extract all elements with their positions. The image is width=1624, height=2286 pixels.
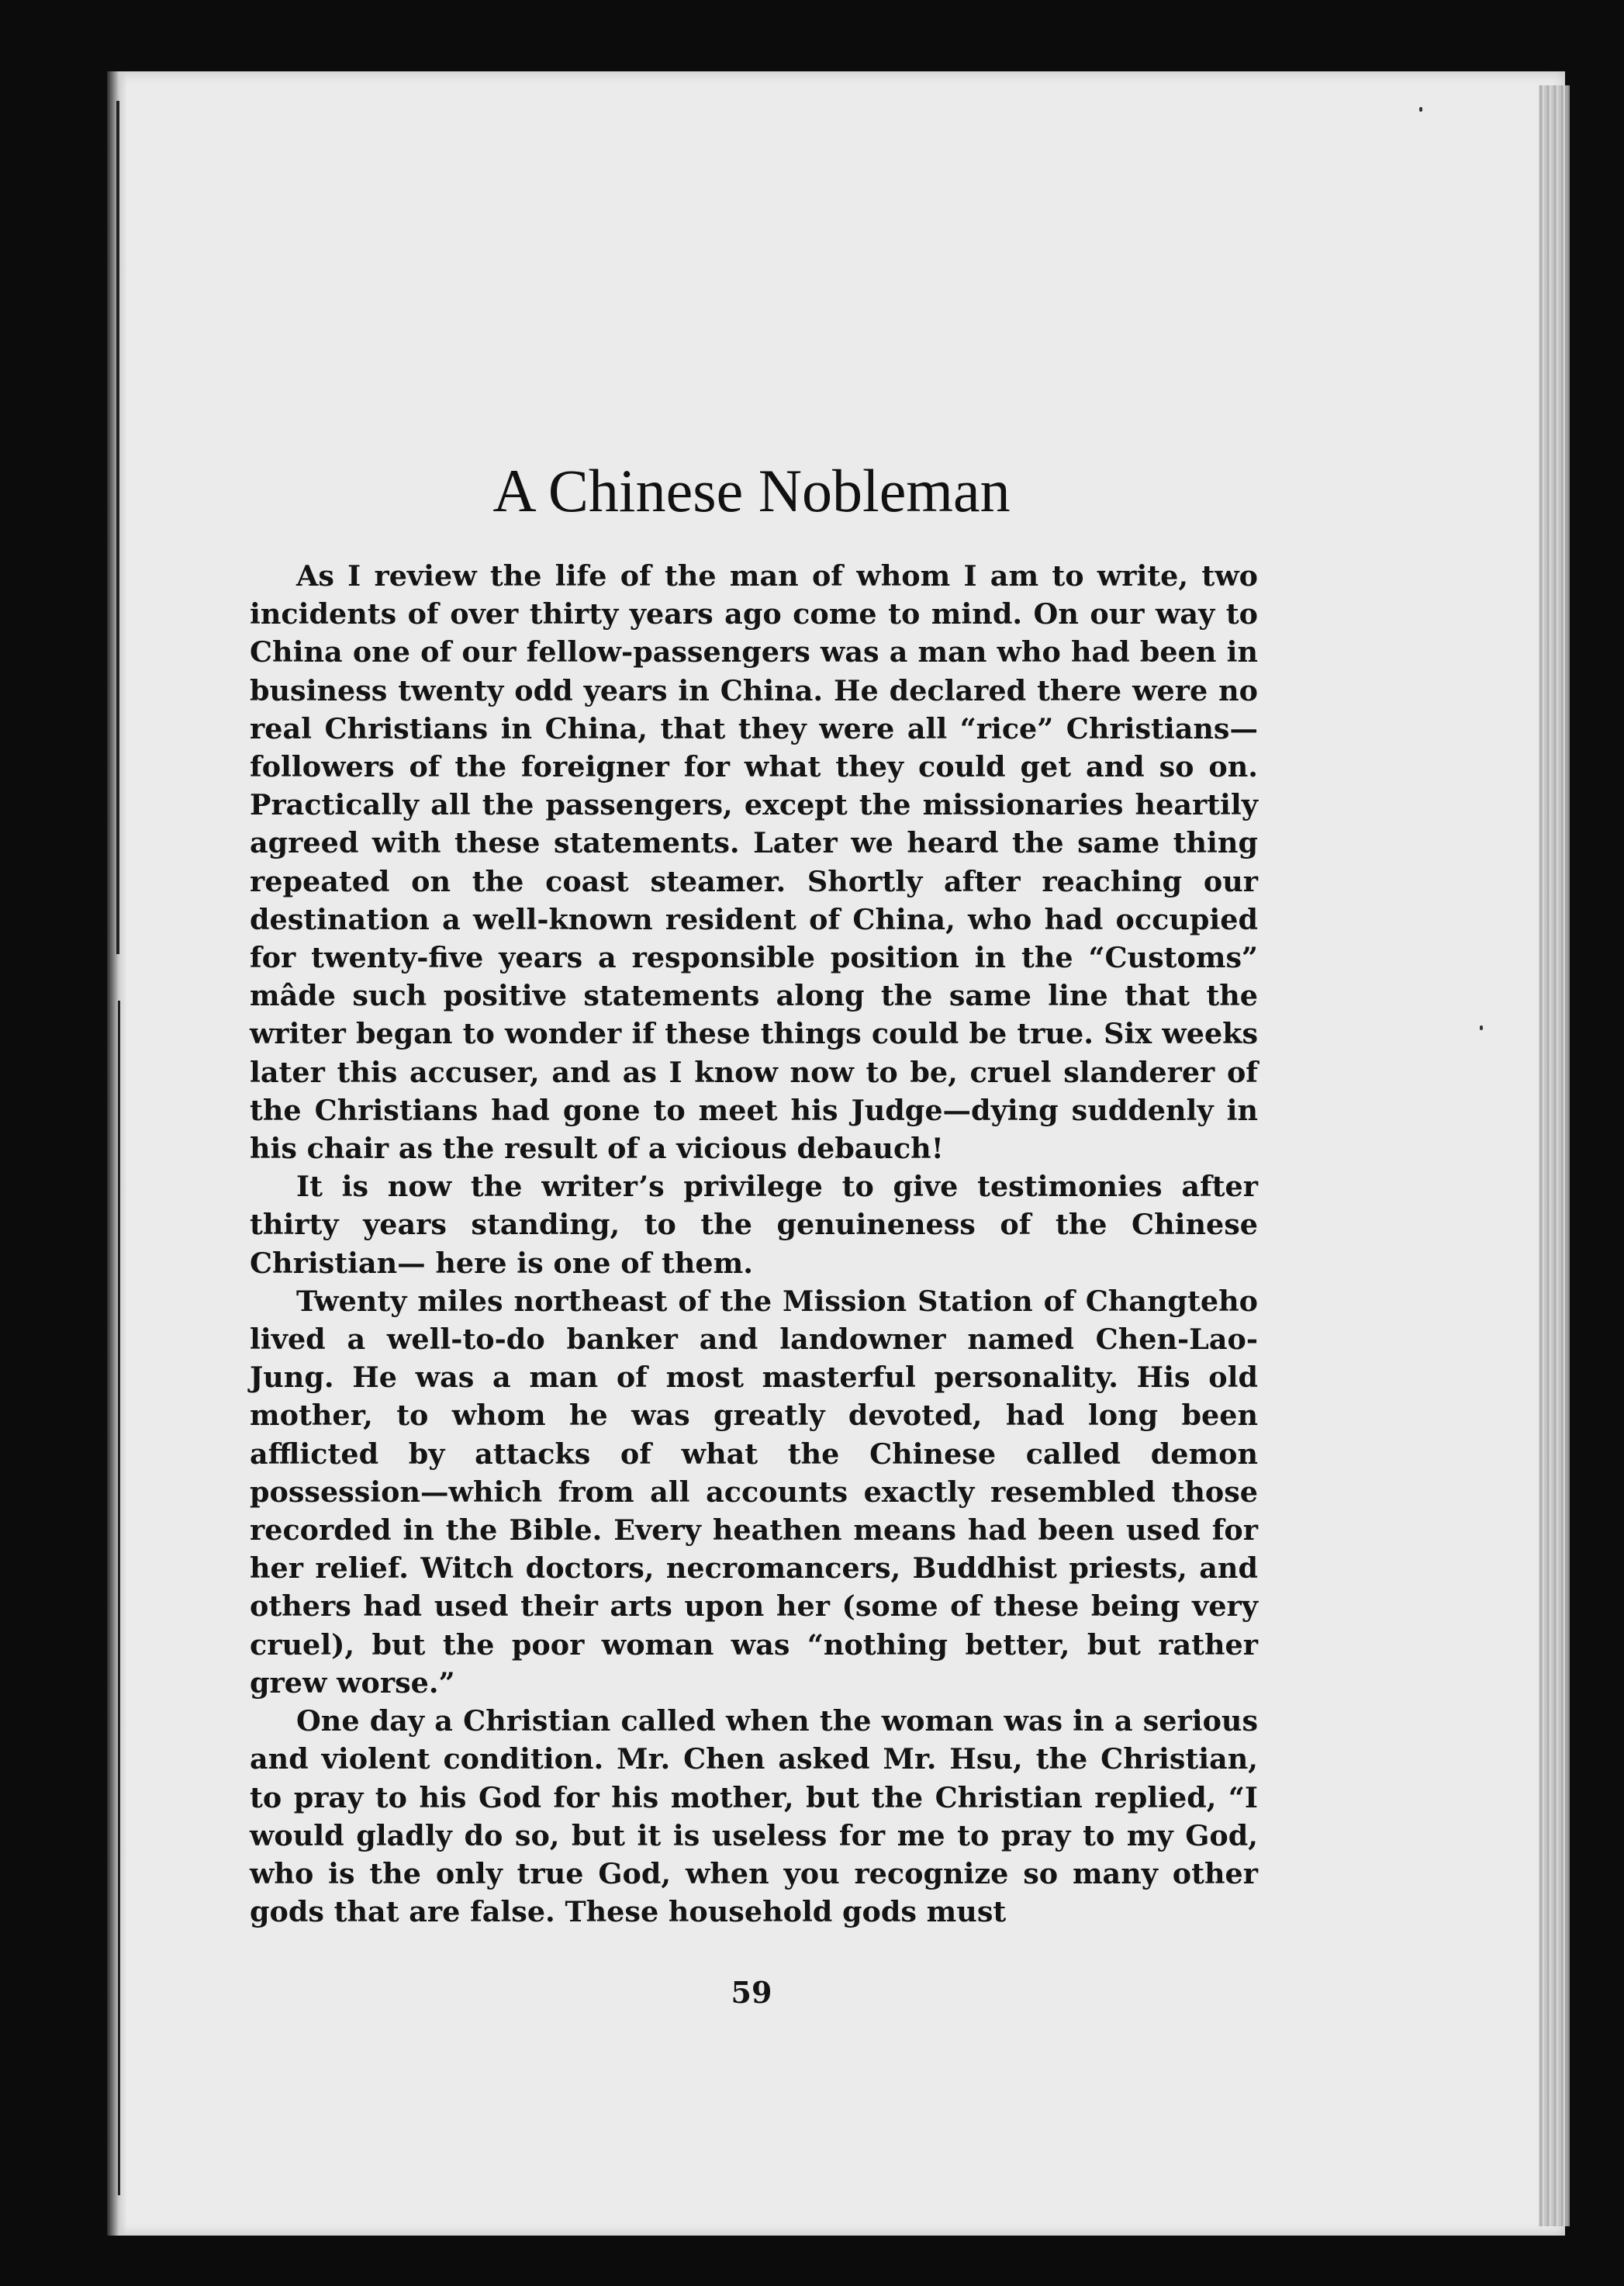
scan-speck <box>1480 1025 1483 1030</box>
paragraph: One day a Christian called when the woman was in a serious and violent condition. Mr. Chen asked Mr. Hsu, the Christian, to pray to his God for his mother, but the Christian replied, “I would gladly do so, but it is useless for me to pray to my God, who is the only true God, when you recognize so many other gods that are false. These household gods must <box>250 1704 1258 1929</box>
scan-speck <box>1419 107 1422 112</box>
paragraph: It is now the writer’s privilege to give testimonies after thirty years standing, to the genuineness of the Chinese Christian— here is one of them. <box>250 1170 1258 1280</box>
body-text <box>250 557 1258 1931</box>
page-edge <box>1539 85 1570 2226</box>
page-number: 59 <box>731 1975 772 2010</box>
paragraph: Twenty miles northeast of the Mission Station of Changteho lived a well-to-do banker and landowner named Chen-Lao-Jung. He was a man of most masterful personality. His old mother, to whom he was greatly devoted, had long been afflicted by attacks of what the Chinese called demon possession—which from all accounts exactly resembled those recorded in the Bible. Every heathen means had been used for her relief. Witch doctors, necromancers, Buddhist priests, and others had used their arts upon her (some of these being very cruel), but the poor woman was “nothing better, but rather grew worse.” <box>250 1284 1258 1700</box>
spine-line <box>116 101 119 954</box>
spine-line <box>118 1001 120 2195</box>
paragraph: As I review the life of the man of whom I am to write, two incidents of over thirty years ago come to mind. On our way to China one of our fellow-passengers was a man who had been in business twenty odd years in China. He declared there were no real Christians in China, that they were all “rice” Christians—followers of the foreigner for what they could get and so on. Practically all the passengers, except the missionaries heartily agreed with these statements. Later we heard the same thing repeated on the coast steamer. Shortly after reaching our destination a well-known resident of China, who had occupied for twenty-five years a responsible position in the “Customs” mâde such positive statements along the same line that the writer began to wonder if these things could be true. Six weeks later this accuser, and as I know now to be, cruel slanderer of the Christians had gone to meet his Judge—dying suddenly in his chair as the result of a vicious debauch! <box>250 559 1258 1166</box>
chapter-title: A Chinese Nobleman <box>492 457 1011 524</box>
